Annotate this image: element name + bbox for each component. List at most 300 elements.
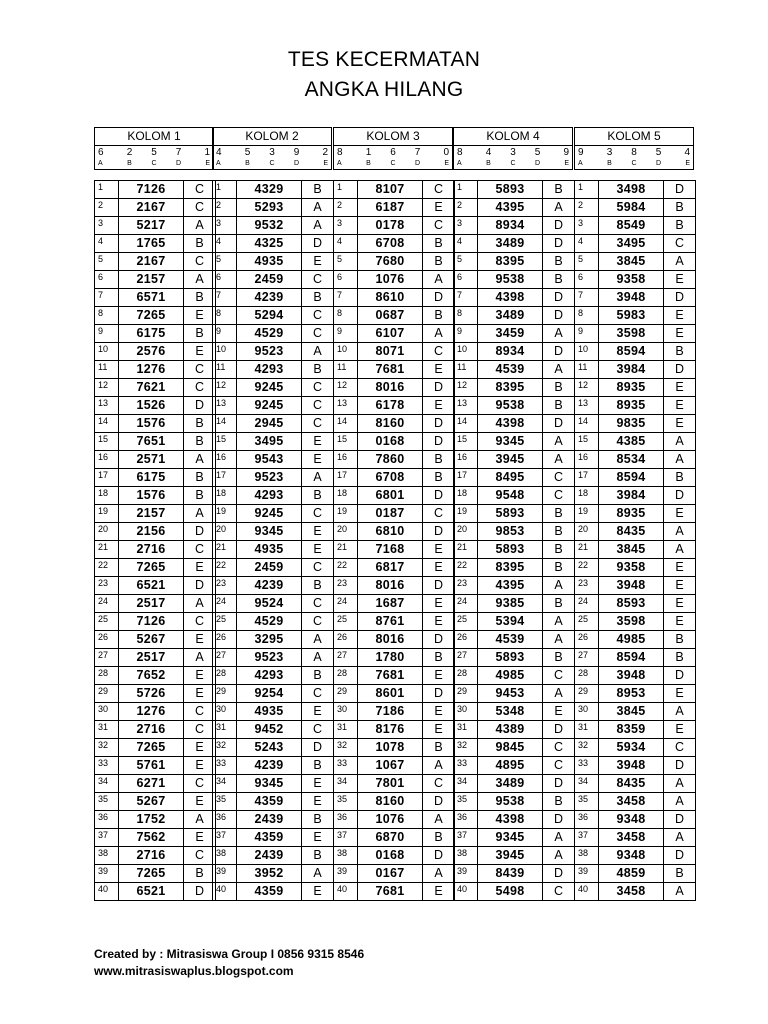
row-number: 40 xyxy=(213,883,237,900)
question-value: 3598 xyxy=(599,325,664,342)
row-number: 36 xyxy=(454,811,478,828)
question-value: 2517 xyxy=(119,649,184,666)
table-row xyxy=(213,757,333,775)
answer-letter: A xyxy=(434,866,443,880)
row-number: 27 xyxy=(454,649,478,666)
table-row xyxy=(95,181,215,199)
question-value: 9853 xyxy=(478,523,543,540)
question-value: 4239 xyxy=(237,289,302,306)
question-value: 0178 xyxy=(358,217,423,234)
answer-letter: C xyxy=(433,182,444,196)
answer-letter: A xyxy=(675,542,684,556)
table-row xyxy=(575,181,695,199)
table-row xyxy=(454,217,574,235)
table-row xyxy=(95,379,215,397)
row-number: 2 xyxy=(334,199,358,216)
question-value: 9245 xyxy=(237,397,302,414)
row-number: 12 xyxy=(454,379,478,396)
answer-letter: C xyxy=(194,614,205,628)
answer-letter: D xyxy=(553,308,564,322)
row-number: 4 xyxy=(95,235,119,252)
question-value: 4539 xyxy=(478,631,543,648)
answer-letter: E xyxy=(434,560,443,574)
row-number: 6 xyxy=(454,271,478,288)
answer-letter: E xyxy=(313,794,322,808)
answer-letter: B xyxy=(675,650,684,664)
table-row xyxy=(95,325,215,343)
key-digit: 1 xyxy=(365,147,372,158)
answer-letter: A xyxy=(554,326,563,340)
table-row xyxy=(334,289,454,307)
answer-letter: C xyxy=(312,308,323,322)
row-number: 11 xyxy=(334,361,358,378)
answer-letter: A xyxy=(195,506,204,520)
answer-letter: D xyxy=(433,578,444,592)
row-number: 8 xyxy=(575,307,599,324)
question-value: 4529 xyxy=(237,325,302,342)
page-subtitle: ANGKA HILANG xyxy=(304,78,464,101)
question-value: 8395 xyxy=(478,559,543,576)
table-row xyxy=(95,595,215,613)
table-row xyxy=(575,577,695,595)
row-number: 32 xyxy=(95,739,119,756)
row-number: 24 xyxy=(454,595,478,612)
row-number: 35 xyxy=(213,793,237,810)
question-value: 9358 xyxy=(599,559,664,576)
table-row xyxy=(213,667,333,685)
row-number: 28 xyxy=(95,667,119,684)
row-number: 8 xyxy=(95,307,119,324)
column-title: KOLOM 2 xyxy=(213,128,331,146)
question-value: 5934 xyxy=(599,739,664,756)
table-row xyxy=(454,595,574,613)
question-value: 4293 xyxy=(237,667,302,684)
row-number: 15 xyxy=(454,433,478,450)
table-row xyxy=(454,199,574,217)
key-letter: E xyxy=(685,160,690,167)
row-number: 36 xyxy=(95,811,119,828)
table-row xyxy=(454,793,574,811)
table-row xyxy=(454,721,574,739)
answer-letter: D xyxy=(674,758,685,772)
row-number: 14 xyxy=(575,415,599,432)
question-value: 9524 xyxy=(237,595,302,612)
table-row xyxy=(95,451,215,469)
row-number: 19 xyxy=(213,505,237,522)
row-number: 5 xyxy=(334,253,358,270)
answer-letter: D xyxy=(674,290,685,304)
answer-letter: B xyxy=(195,866,204,880)
key-letter: A xyxy=(337,160,342,167)
question-value: 9532 xyxy=(237,217,302,234)
question-value: 2439 xyxy=(237,811,302,828)
row-number: 7 xyxy=(95,289,119,306)
table-row xyxy=(575,217,695,235)
table-row xyxy=(95,829,215,847)
answer-letter: C xyxy=(553,470,564,484)
table-row xyxy=(575,433,695,451)
row-number: 11 xyxy=(95,361,119,378)
row-number: 3 xyxy=(575,217,599,234)
table-row xyxy=(575,271,695,289)
row-number: 10 xyxy=(454,343,478,360)
answer-letter: A xyxy=(195,650,204,664)
row-number: 30 xyxy=(213,703,237,720)
row-number: 35 xyxy=(334,793,358,810)
table-row xyxy=(95,361,215,379)
answer-letter: A xyxy=(675,884,684,898)
answer-letter: E xyxy=(313,776,322,790)
table-row xyxy=(454,343,574,361)
question-value: 0168 xyxy=(358,433,423,450)
question-value: 3489 xyxy=(478,775,543,792)
answer-letter: B xyxy=(554,542,563,556)
column-title: KOLOM 1 xyxy=(95,128,213,146)
key-digit: 5 xyxy=(244,147,251,158)
row-number: 16 xyxy=(334,451,358,468)
table-row xyxy=(95,541,215,559)
question-value: 3948 xyxy=(599,289,664,306)
question-value: 4935 xyxy=(237,703,302,720)
row-number: 18 xyxy=(213,487,237,504)
answer-letter: A xyxy=(434,326,443,340)
row-number: 1 xyxy=(213,181,237,198)
row-number: 9 xyxy=(95,325,119,342)
question-value: 9345 xyxy=(478,433,543,450)
answer-letter: D xyxy=(433,794,444,808)
answer-letter: B xyxy=(313,578,322,592)
answer-letter: A xyxy=(195,272,204,286)
answer-letter: C xyxy=(553,740,564,754)
row-number: 9 xyxy=(454,325,478,342)
table-row xyxy=(575,865,695,883)
question-value: 7265 xyxy=(119,865,184,882)
answer-letter: D xyxy=(433,290,444,304)
row-number: 25 xyxy=(213,613,237,630)
answer-letter: E xyxy=(195,668,204,682)
question-value: 4529 xyxy=(237,613,302,630)
question-value: 9538 xyxy=(478,271,543,288)
table-row xyxy=(334,559,454,577)
table-row xyxy=(95,235,215,253)
table-row xyxy=(334,487,454,505)
key-letter: C xyxy=(269,160,275,167)
table-row xyxy=(454,487,574,505)
row-number: 31 xyxy=(213,721,237,738)
row-number: 19 xyxy=(95,505,119,522)
key-digit: 2 xyxy=(126,147,133,158)
question-value: 4385 xyxy=(599,433,664,450)
row-number: 25 xyxy=(95,613,119,630)
answer-letter: A xyxy=(313,650,322,664)
key-letter: C xyxy=(390,160,396,167)
table-row xyxy=(95,559,215,577)
question-value: 8160 xyxy=(358,793,423,810)
question-value: 2716 xyxy=(119,847,184,864)
table-row xyxy=(213,811,333,829)
row-number: 40 xyxy=(334,883,358,900)
key-digits xyxy=(454,146,572,159)
question-value: 6521 xyxy=(119,577,184,594)
table-row xyxy=(575,253,695,271)
row-number: 7 xyxy=(213,289,237,306)
answer-letter: E xyxy=(675,578,684,592)
row-number: 37 xyxy=(213,829,237,846)
answer-letter: E xyxy=(675,380,684,394)
row-number: 6 xyxy=(213,271,237,288)
row-number: 23 xyxy=(454,577,478,594)
question-value: 7265 xyxy=(119,307,184,324)
question-value: 9452 xyxy=(237,721,302,738)
answer-letter: B xyxy=(554,272,563,286)
row-number: 23 xyxy=(575,577,599,594)
row-number: 20 xyxy=(213,523,237,540)
answer-letter: E xyxy=(675,722,684,736)
row-number: 28 xyxy=(334,667,358,684)
answer-letter: B xyxy=(434,308,443,322)
row-number: 33 xyxy=(334,757,358,774)
row-number: 13 xyxy=(213,397,237,414)
answer-letter: D xyxy=(194,884,205,898)
row-number: 28 xyxy=(575,667,599,684)
answer-letter: C xyxy=(194,848,205,862)
answer-letter: C xyxy=(312,416,323,430)
question-value: 0687 xyxy=(358,307,423,324)
answer-letter: B xyxy=(434,830,443,844)
table-row xyxy=(334,811,454,829)
table-row xyxy=(334,541,454,559)
question-value: 9385 xyxy=(478,595,543,612)
question-value: 9538 xyxy=(478,793,543,810)
row-number: 3 xyxy=(454,217,478,234)
question-value: 2459 xyxy=(237,559,302,576)
row-number: 21 xyxy=(213,541,237,558)
question-value: 9345 xyxy=(237,775,302,792)
answer-letter: D xyxy=(674,668,685,682)
table-row xyxy=(454,361,574,379)
question-value: 5984 xyxy=(599,199,664,216)
row-number: 34 xyxy=(95,775,119,792)
table-row xyxy=(213,199,333,217)
answer-letter: D xyxy=(553,218,564,232)
answer-letter: B xyxy=(313,668,322,682)
row-number: 38 xyxy=(334,847,358,864)
question-value: 4359 xyxy=(237,829,302,846)
table-row xyxy=(575,883,695,900)
question-value: 1076 xyxy=(358,271,423,288)
question-value: 4398 xyxy=(478,415,543,432)
table-row xyxy=(334,613,454,631)
key-digit: 5 xyxy=(655,147,662,158)
row-number: 34 xyxy=(454,775,478,792)
table-row xyxy=(95,721,215,739)
answer-letter: E xyxy=(313,542,322,556)
row-number: 1 xyxy=(575,181,599,198)
answer-letter: D xyxy=(553,866,564,880)
answer-letter: C xyxy=(312,398,323,412)
table-row xyxy=(334,235,454,253)
question-value: 2167 xyxy=(119,199,184,216)
key-letter: E xyxy=(564,160,569,167)
answer-letter: C xyxy=(194,362,205,376)
answer-letter: E xyxy=(313,884,322,898)
table-row xyxy=(213,883,333,900)
table-row xyxy=(213,253,333,271)
row-number: 4 xyxy=(454,235,478,252)
question-value: 5243 xyxy=(237,739,302,756)
answer-letter: B xyxy=(434,236,443,250)
row-number: 14 xyxy=(95,415,119,432)
key-letter: A xyxy=(457,160,462,167)
row-number: 21 xyxy=(95,541,119,558)
answer-letter: B xyxy=(313,182,322,196)
answer-letter: E xyxy=(195,794,204,808)
answer-letter: E xyxy=(313,704,322,718)
row-number: 22 xyxy=(454,559,478,576)
question-value: 2459 xyxy=(237,271,302,288)
row-number: 34 xyxy=(213,775,237,792)
table-row xyxy=(213,433,333,451)
table-row xyxy=(334,253,454,271)
answer-letter: C xyxy=(312,722,323,736)
table-row xyxy=(213,559,333,577)
row-number: 20 xyxy=(454,523,478,540)
table-row xyxy=(575,379,695,397)
table-row xyxy=(575,307,695,325)
question-value: 2945 xyxy=(237,415,302,432)
answer-letter: E xyxy=(434,668,443,682)
answer-letter: B xyxy=(554,596,563,610)
answer-letter: E xyxy=(434,398,443,412)
table-row xyxy=(575,361,695,379)
row-number: 33 xyxy=(95,757,119,774)
question-value: 8160 xyxy=(358,415,423,432)
answer-letter: E xyxy=(434,596,443,610)
answer-letter: A xyxy=(675,776,684,790)
question-value: 6817 xyxy=(358,559,423,576)
answer-letter: A xyxy=(554,686,563,700)
table-row xyxy=(575,667,695,685)
answer-letter: D xyxy=(553,344,564,358)
row-number: 40 xyxy=(95,883,119,900)
table-row xyxy=(95,307,215,325)
question-value: 4859 xyxy=(599,865,664,882)
question-value: 8761 xyxy=(358,613,423,630)
row-number: 39 xyxy=(454,865,478,882)
answer-letter: C xyxy=(194,704,205,718)
question-value: 7681 xyxy=(358,883,423,900)
table-row xyxy=(454,397,574,415)
table-row xyxy=(334,703,454,721)
table-row xyxy=(454,433,574,451)
question-value: 7562 xyxy=(119,829,184,846)
answer-letter: B xyxy=(554,524,563,538)
answer-table xyxy=(453,180,575,901)
question-value: 4985 xyxy=(478,667,543,684)
table-row xyxy=(575,847,695,865)
answer-letter: E xyxy=(313,830,322,844)
answer-letter: A xyxy=(313,632,322,646)
answer-letter: B xyxy=(675,632,684,646)
table-row xyxy=(95,883,215,900)
row-number: 13 xyxy=(95,397,119,414)
question-value: 8935 xyxy=(599,505,664,522)
row-number: 29 xyxy=(575,685,599,702)
column-header xyxy=(212,127,332,170)
row-number: 37 xyxy=(454,829,478,846)
question-value: 2156 xyxy=(119,523,184,540)
question-value: 6810 xyxy=(358,523,423,540)
table-row xyxy=(334,757,454,775)
question-value: 1526 xyxy=(119,397,184,414)
answer-letter: E xyxy=(675,596,684,610)
question-value: 9345 xyxy=(478,829,543,846)
question-value: 7621 xyxy=(119,379,184,396)
answer-letter: E xyxy=(675,614,684,628)
row-number: 32 xyxy=(454,739,478,756)
key-digit: 8 xyxy=(337,147,343,158)
question-value: 8016 xyxy=(358,577,423,594)
table-row xyxy=(334,325,454,343)
question-value: 4389 xyxy=(478,721,543,738)
table-row xyxy=(213,613,333,631)
answer-letter: B xyxy=(675,344,684,358)
answer-letter: E xyxy=(195,740,204,754)
table-row xyxy=(454,469,574,487)
table-row xyxy=(575,487,695,505)
answer-letter: B xyxy=(675,470,684,484)
question-value: 4935 xyxy=(237,541,302,558)
answer-letter: E xyxy=(195,758,204,772)
row-number: 38 xyxy=(454,847,478,864)
answer-letter: A xyxy=(313,200,322,214)
row-number: 1 xyxy=(454,181,478,198)
row-number: 8 xyxy=(334,307,358,324)
answer-letter: B xyxy=(434,740,443,754)
answer-table xyxy=(94,180,216,901)
question-value: 8934 xyxy=(478,217,543,234)
table-row xyxy=(95,505,215,523)
table-row xyxy=(575,541,695,559)
key-letter: C xyxy=(151,160,157,167)
row-number: 14 xyxy=(334,415,358,432)
row-number: 9 xyxy=(334,325,358,342)
question-value: 8953 xyxy=(599,685,664,702)
answer-letter: C xyxy=(433,344,444,358)
answer-letter: D xyxy=(553,416,564,430)
question-value: 7265 xyxy=(119,739,184,756)
question-value: 2571 xyxy=(119,451,184,468)
row-number: 18 xyxy=(334,487,358,504)
answer-letter: A xyxy=(554,578,563,592)
question-value: 1687 xyxy=(358,595,423,612)
column-5 xyxy=(574,127,694,898)
table-row xyxy=(213,523,333,541)
answer-letter: B xyxy=(195,290,204,304)
table-row xyxy=(575,739,695,757)
table-row xyxy=(95,775,215,793)
question-value: 8935 xyxy=(599,379,664,396)
table-row xyxy=(454,289,574,307)
question-value: 9254 xyxy=(237,685,302,702)
table-row xyxy=(334,379,454,397)
answer-letter: A xyxy=(675,434,684,448)
row-number: 21 xyxy=(334,541,358,558)
answer-letter: A xyxy=(554,632,563,646)
question-value: 2157 xyxy=(119,271,184,288)
table-row xyxy=(334,739,454,757)
row-number: 33 xyxy=(575,757,599,774)
